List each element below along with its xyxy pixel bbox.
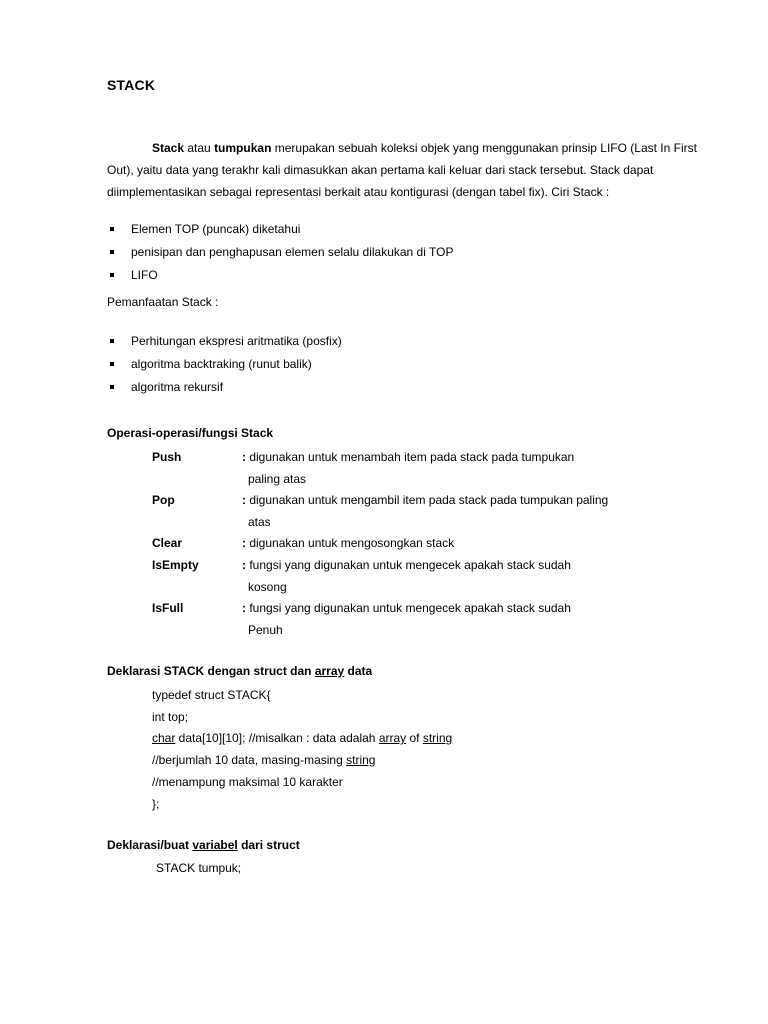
list-item: Elemen TOP (puncak) diketahui bbox=[107, 218, 453, 241]
operation-isfull bbox=[152, 598, 712, 641]
operation-description: : digunakan untuk mengambil item pada stack pada tumpukan paling atas bbox=[242, 493, 609, 529]
bullet-icon bbox=[110, 362, 114, 366]
operation-name: Pop bbox=[152, 493, 175, 508]
bullet-icon bbox=[110, 273, 114, 277]
declaration-heading: Deklarasi STACK dengan struct dan array data bbox=[107, 664, 373, 678]
pemanfaatan-label: Pemanfaatan Stack : bbox=[107, 295, 219, 309]
operation-isempty bbox=[152, 555, 712, 598]
struct-code-block bbox=[152, 685, 452, 815]
list-item: LIFO bbox=[107, 264, 453, 287]
string-link[interactable]: string bbox=[346, 753, 376, 768]
code-line: //berjumlah 10 data, masing-masing string bbox=[152, 753, 376, 768]
term-tumpukan: tumpukan bbox=[214, 141, 272, 155]
variable-code-block bbox=[156, 858, 241, 880]
bullet-icon bbox=[110, 250, 114, 254]
intro-text-2: merupakan sebuah koleksi objek yang menggunakan prinsip LIFO (Last In First Out), yaitu data yang terakhr kali dimasukkan akan pertama kali keluar dari stack tersebut. Stack dapat diimplementasikan sebagai representasi berkait atau kontigurasi (dengan tabel fix). Ciri Stack : bbox=[107, 141, 697, 199]
list-item: algoritma backtraking (runut balik) bbox=[107, 353, 342, 376]
operation-clear bbox=[152, 533, 712, 555]
array-link[interactable]: array bbox=[314, 664, 345, 678]
operation-name: IsEmpty bbox=[152, 557, 199, 572]
code-line: char data[10][10]; //misalkan : data adalah array of string bbox=[152, 731, 453, 746]
array-link[interactable]: array bbox=[378, 731, 407, 746]
operations-list bbox=[152, 447, 712, 641]
intro-paragraph bbox=[107, 137, 707, 203]
string-link[interactable]: string bbox=[422, 731, 453, 746]
operation-description: : digunakan untuk mengosongkan stack bbox=[242, 536, 455, 551]
variabel-link[interactable]: variabel bbox=[192, 838, 238, 852]
code-line: STACK tumpuk; bbox=[156, 861, 242, 875]
pemanfaatan-list bbox=[107, 330, 342, 399]
code-line: int top; bbox=[152, 709, 189, 724]
operation-name: Clear bbox=[152, 536, 183, 551]
bullet-icon bbox=[110, 227, 114, 231]
term-stack: Stack bbox=[152, 141, 185, 155]
operation-pop bbox=[152, 490, 712, 533]
operation-description: : fungsi yang digunakan untuk mengecek apakah stack sudah Penuh bbox=[242, 601, 571, 637]
document-title: STACK bbox=[107, 77, 156, 93]
operation-name: Push bbox=[152, 450, 182, 464]
code-line: }; bbox=[152, 796, 160, 811]
list-item: Perhitungan ekspresi aritmatika (posfix) bbox=[107, 330, 342, 353]
bullet-icon bbox=[110, 339, 114, 343]
operation-description: : digunakan untuk menambah item pada stack pada tumpukan paling atas bbox=[242, 450, 575, 486]
code-line: typedef struct STACK{ bbox=[152, 688, 271, 702]
variable-heading: Deklarasi/buat variabel dari struct bbox=[107, 838, 300, 852]
list-item: penisipan dan penghapusan elemen selalu dilakukan di TOP bbox=[107, 241, 453, 264]
intro-text-1: atau bbox=[184, 141, 215, 155]
operation-description: : fungsi yang digunakan untuk mengecek apakah stack sudah kosong bbox=[242, 557, 571, 594]
ciri-stack-list bbox=[107, 218, 453, 287]
char-link[interactable]: char bbox=[152, 731, 176, 746]
bullet-icon bbox=[110, 385, 114, 389]
operation-push bbox=[152, 447, 712, 490]
operation-name: IsFull bbox=[152, 601, 184, 616]
code-line: //menampung maksimal 10 karakter bbox=[152, 774, 343, 789]
operations-heading: Operasi-operasi/fungsi Stack bbox=[107, 426, 274, 440]
list-item: algoritma rekursif bbox=[107, 376, 342, 399]
